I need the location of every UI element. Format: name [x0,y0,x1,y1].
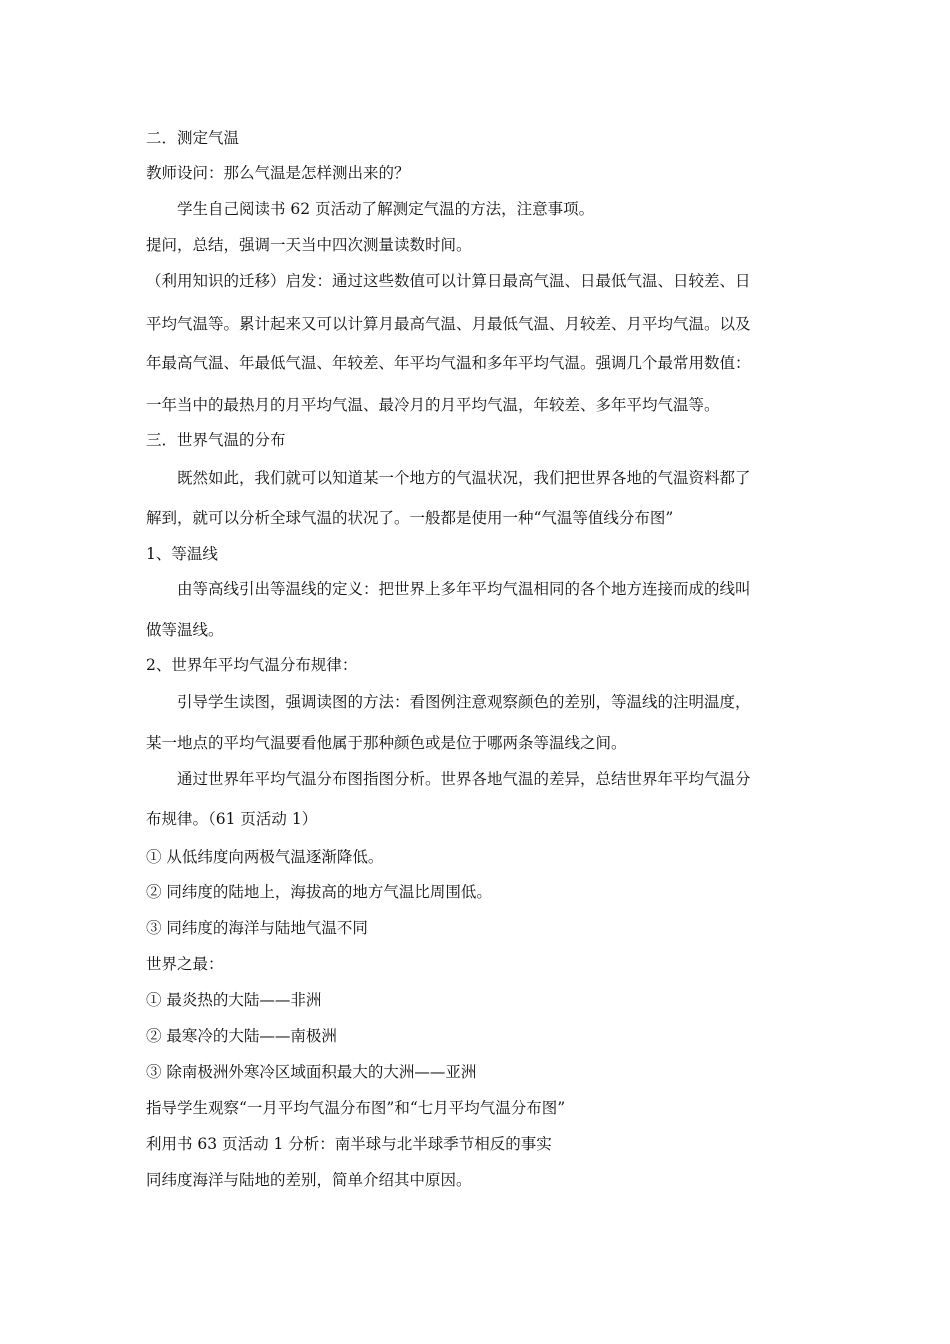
heading-world-records: 世界之最： [146,955,224,973]
paragraph-line: 利用书 63 页活动 1 分析：南半球与北半球季节相反的事实 [146,1135,552,1153]
list-item: ① 最炎热的大陆——非洲 [146,991,322,1009]
paragraph-line: 由等高线引出等温线的定义：把世界上多年平均气温相同的各个地方连接而成的线叫 [177,580,751,598]
paragraph-line: 做等温线。 [146,621,224,639]
paragraph-line: 一年当中的最热月的月平均气温、最冷月的月平均气温，年较差、多年平均气温等。 [146,396,720,414]
paragraph-line: 教师设问：那么气温是怎样测出来的？ [146,164,410,182]
paragraph-line: 平均气温等。累计起来又可以计算月最高气温、月最低气温、月较差、月平均气温。以及 [146,315,751,333]
paragraph-line: 通过世界年平均气温分布图指图分析。世界各地气温的差异，总结世界年平均气温分 [177,770,751,788]
paragraph-line: 引导学生读图，强调读图的方法：看图例注意观察颜色的差别，等温线的注明温度， [177,693,751,711]
list-item: ② 同纬度的陆地上，海拔高的地方气温比周围低。 [146,883,492,901]
paragraph-line: 提问，总结，强调一天当中四次测量读数时间。 [146,236,472,254]
list-item: ① 从低纬度向两极气温逐渐降低。 [146,848,384,866]
heading-world-temperature: 三．世界气温的分布 [146,431,286,449]
list-item: ② 最寒冷的大陆——南极洲 [146,1027,337,1045]
list-item: ③ 同纬度的海洋与陆地气温不同 [146,919,368,937]
paragraph-line: 某一地点的平均气温要看他属于那种颜色或是位于哪两条等温线之间。 [146,734,627,752]
paragraph-line: （利用知识的迁移）启发：通过这些数值可以计算日最高气温、日最低气温、日较差、日 [146,272,751,290]
heading-annual-distribution: 2、世界年平均气温分布规律： [146,656,358,674]
paragraph-line: 同纬度海洋与陆地的差别，简单介绍其中原因。 [146,1171,472,1189]
paragraph-line: 布规律。（61 页活动 1） [146,810,318,828]
heading-measure-temperature: 二．测定气温 [146,129,240,147]
paragraph-line: 学生自己阅读书 62 页活动了解测定气温的方法，注意事项。 [177,200,595,218]
paragraph-line: 指导学生观察“一月平均气温分布图”和“七月平均气温分布图” [146,1099,566,1117]
heading-isotherm: 1、等温线 [146,545,218,563]
paragraph-line: 年最高气温、年最低气温、年较差、年平均气温和多年平均气温。强调几个最常用数值： [146,354,751,372]
paragraph-line: 既然如此，我们就可以知道某一个地方的气温状况，我们把世界各地的气温资料都了 [177,469,751,487]
list-item: ③ 除南极洲外寒冷区域面积最大的大洲——亚洲 [146,1063,477,1081]
paragraph-line: 解到，就可以分析全球气温的状况了。一般都是使用一种“气温等值线分布图” [146,509,674,527]
